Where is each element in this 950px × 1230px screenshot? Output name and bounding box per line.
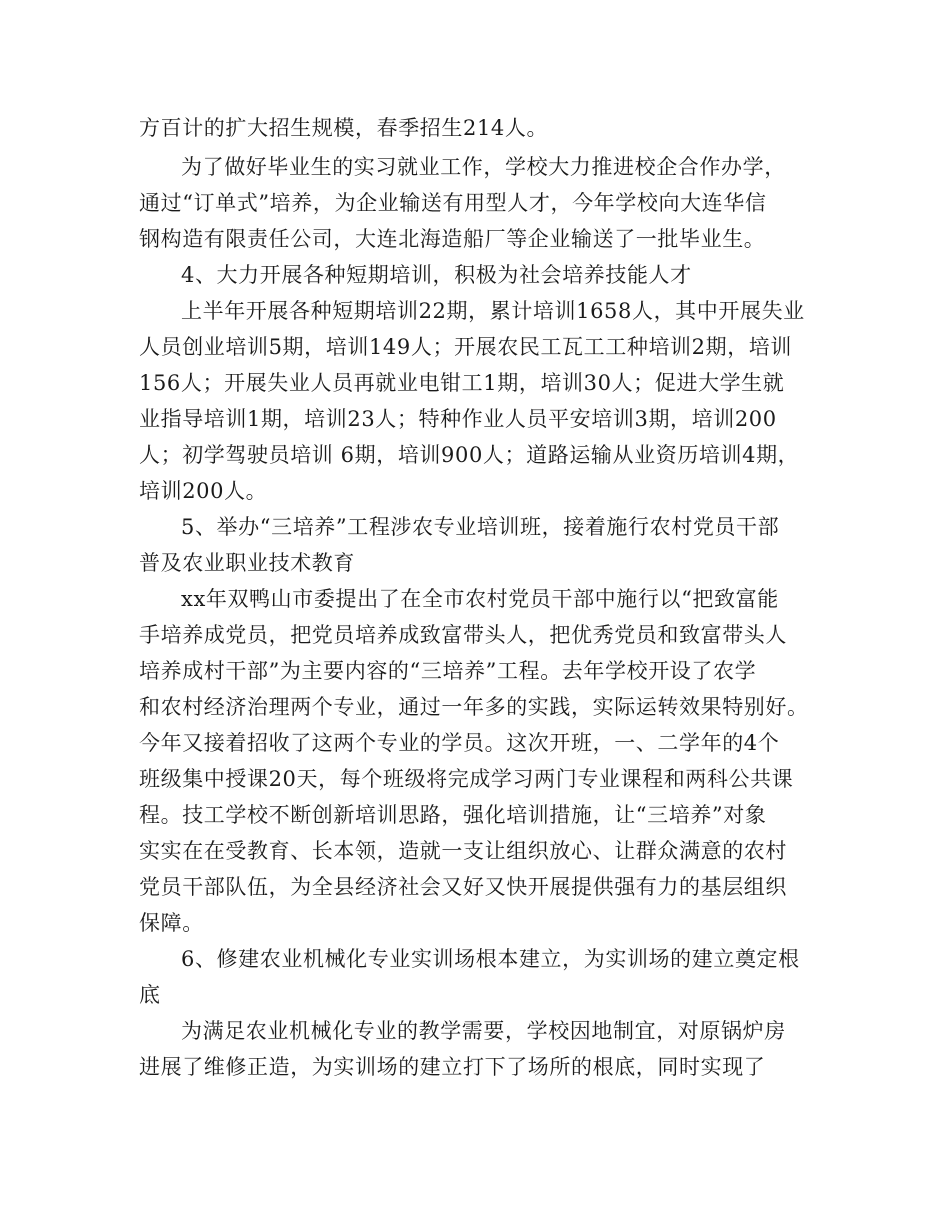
text-line: 培训200人。 [139, 479, 268, 503]
section-heading: 普及农业职业技术教育 [139, 551, 355, 575]
text-line: 实实在在受教育、长本领，造就一支让组织放心、让群众满意的农村 [139, 839, 787, 863]
text-line: 手培养成党员，把党员培养成致富带头人，把优秀党员和致富带头人 [139, 623, 787, 647]
text-line: 上半年开展各种短期培训22期，累计培训1658人，其中开展失业 [181, 299, 805, 323]
text-line: 人；初学驾驶员培训 6期，培训900人；道路运输从业资历培训4期， [139, 443, 800, 467]
text-line: 进展了维修正造，为实训场的建立打下了场所的根底，同时实现了 [139, 1055, 766, 1079]
text-line: 为了做好毕业生的实习就业工作，学校大力推进校企合作办学， [181, 155, 786, 179]
text-line: 和农村经济治理两个专业，通过一年多的实践，实际运转效果特别好。 [139, 695, 809, 719]
text-line: 156人；开展失业人员再就业电钳工1期，培训30人；促进大学生就 [139, 371, 785, 395]
text-line: 保障。 [139, 911, 204, 935]
text-line: xx年双鸭山市委提出了在全市农村党员干部中施行以“把致富能 [181, 587, 779, 611]
text-line: 业指导培训1期，培训23人；特种作业人员平安培训3期，培训200 [139, 407, 777, 431]
text-line: 今年又接着招收了这两个专业的学员。这次开班，一、二学年的4个 [139, 731, 780, 755]
text-line: 为满足农业机械化专业的教学需要，学校因地制宜，对原锅炉房 [181, 1019, 786, 1043]
section-heading: 5、举办“三培养”工程涉农专业培训班，接着施行农村党员干部 [181, 515, 780, 539]
section-heading: 4、大力开展各种短期培训，积极为社会培养技能人才 [181, 263, 692, 287]
text-line: 班级集中授课20天，每个班级将完成学习两门专业课程和两科公共课 [139, 767, 794, 791]
text-line: 通过“订单式”培养，为企业输送有用型人才，今年学校向大连华信 [139, 191, 767, 215]
text-line: 培养成村干部”为主要内容的“三培养”工程。去年学校开设了农学 [139, 659, 757, 683]
section-heading: 6、修建农业机械化专业实训场根本建立，为实训场的建立奠定根 [181, 947, 800, 971]
text-line: 党员干部队伍，为全县经济社会又好又快开展提供强有力的基层组织 [139, 875, 787, 899]
text-line: 程。技工学校不断创新培训思路，强化培训措施，让“三培养”对象 [139, 803, 767, 827]
text-line: 人员创业培训5期，培训149人；开展农民工瓦工工种培训2期，培训 [139, 335, 793, 359]
text-line: 方百计的扩大招生规模，春季招生214人。 [139, 116, 549, 140]
text-line: 钢构造有限责任公司，大连北海造船厂等企业输送了一批毕业生。 [139, 227, 766, 251]
section-heading: 底 [139, 983, 161, 1007]
